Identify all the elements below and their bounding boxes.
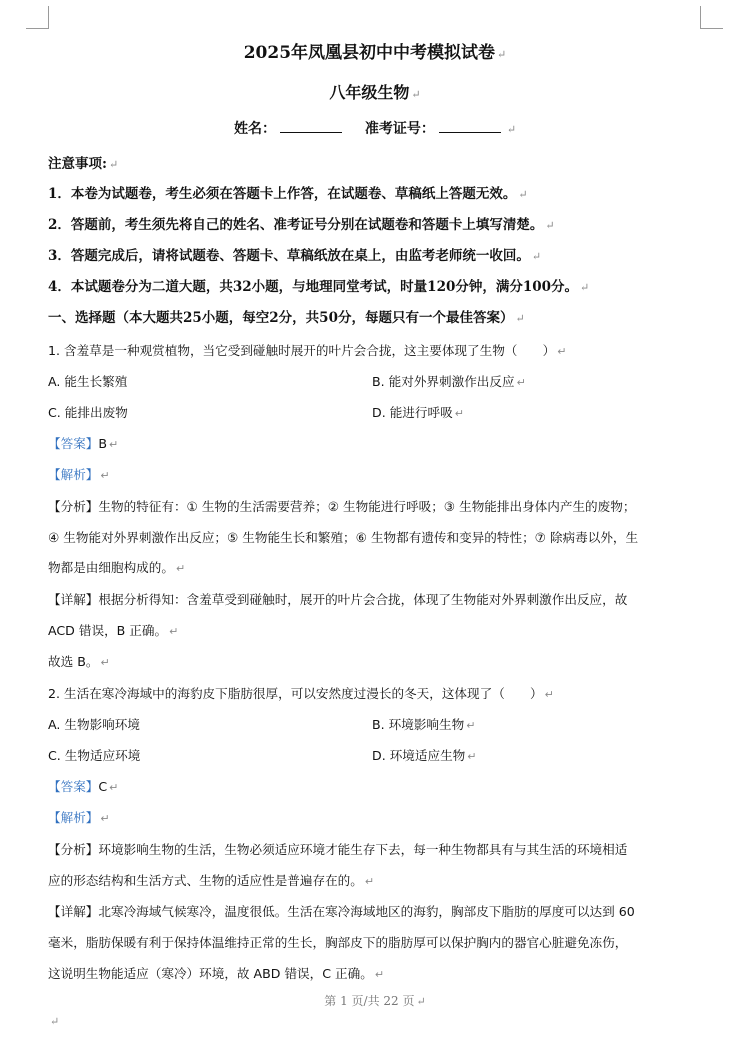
exam-title: 2025年凤凰县初中中考模拟试卷 ↵ <box>243 43 507 63</box>
id-label: 准考证号： <box>364 121 435 137</box>
question-1-option-b: B. 能对外界刺激作出反应 ↵ <box>372 374 526 389</box>
exam-subtitle: 八年级生物 ↵ <box>329 83 421 102</box>
question-1-detail-2: ACD 错误，B 正确。 ↵ <box>48 623 179 638</box>
question-1-option-a: A. 能生长繁殖 <box>48 374 128 389</box>
question-1-fenxi-3: 物都是由细胞构成的。 ↵ <box>48 560 186 575</box>
name-label: 姓名： <box>233 121 276 137</box>
crop-mark-top-left <box>26 6 49 29</box>
question-2-stem: 2. 生活在寒冷海域中的海豹皮下脂肪很厚，可以安然度过漫长的冬天，这体现了（ ） ↵ <box>48 686 554 701</box>
page-number-footer: 第 1 页/共 22 页 ↵ <box>324 994 426 1008</box>
question-2-option-b: B. 环境影响生物 ↵ <box>372 717 476 732</box>
notice-heading: 注意事项: ↵ <box>48 156 119 172</box>
notice-item-3: 3．答题完成后，请将试题卷、答题卡、草稿纸放在桌上，由监考老师统一收回。 ↵ <box>48 248 542 264</box>
id-blank <box>439 131 501 133</box>
question-2-fenxi-1: 【分析】环境影响生物的生活，生物必须适应环境才能生存下去，每一种生物都具有与其生活的环境相适 <box>48 842 628 857</box>
notice-item-2: 2．答题前，考生须先将自己的姓名、准考证号分别在试题卷和答题卡上填写清楚。 ↵ <box>48 217 555 233</box>
question-2-analysis-label: 【解析】 ↵ <box>48 810 110 825</box>
notice-item-4: 4．本试题卷分为二道大题，共32小题，与地理同堂考试，时量120分钟，满分100分。 ↵ <box>48 279 590 295</box>
question-1-analysis-label: 【解析】 ↵ <box>48 467 110 482</box>
question-2-option-c: C. 生物适应环境 <box>48 748 141 763</box>
paragraph-mark: ↵ <box>50 1015 60 1028</box>
question-2-option-d: D. 环境适应生物 ↵ <box>372 748 477 763</box>
question-1-fenxi-2: ④ 生物能对外界刺激作出反应；⑤ 生物能生长和繁殖；⑥ 生物都有遗传和变异的特性；⑦ 除病毒以外，生 <box>48 530 639 545</box>
crop-mark-top-right <box>700 6 723 29</box>
question-1-answer: 【答案】B ↵ <box>48 436 119 451</box>
question-2-detail-1: 【详解】北寒冷海域气候寒冷，温度很低。生活在寒冷海域地区的海豹，胸部皮下脂肪的厚度可以达到 60 <box>48 904 635 919</box>
question-2-detail-2: 毫米，脂肪保暖有利于保持体温维持正常的生长，胸部皮下的脂肪厚可以保护胸内的器官心脏避免冻伤， <box>48 935 628 950</box>
question-2-answer: 【答案】C ↵ <box>48 779 119 794</box>
question-2-detail-3: 这说明生物能适应（寒冷）环境，故 ABD 错误，C 正确。 ↵ <box>48 966 385 981</box>
question-1-conclusion: 故选 B。 ↵ <box>48 654 110 669</box>
question-1-option-d: D. 能进行呼吸 ↵ <box>372 405 464 420</box>
name-blank <box>280 131 342 133</box>
question-1-detail-1: 【详解】根据分析得知：含羞草受到碰触时，展开的叶片会合拢，体现了生物能对外界刺激作出反应，故 <box>48 592 628 607</box>
question-2-fenxi-2: 应的形态结构和生活方式、生物的适应性是普遍存在的。 ↵ <box>48 873 375 888</box>
section-heading: 一、选择题（本大题共25小题，每空2分，共50分，每题只有一个最佳答案） ↵ <box>48 310 525 326</box>
question-1-option-c: C. 能排出废物 <box>48 405 128 420</box>
name-id-line: 姓名： 准考证号： ↵ <box>233 121 517 137</box>
notice-item-1: 1．本卷为试题卷，考生必须在答题卡上作答，在试题卷、草稿纸上答题无效。 ↵ <box>48 186 528 202</box>
question-1-stem: 1. 含羞草是一种观赏植物，当它受到碰触时展开的叶片会合拢，这主要体现了生物（ ） ↵ <box>48 343 567 358</box>
question-2-option-a: A. 生物影响环境 <box>48 717 140 732</box>
question-1-fenxi-1: 【分析】生物的特征有：① 生物的生活需要营养；② 生物能进行呼吸；③ 生物能排出身体内产生的废物； <box>48 499 636 514</box>
